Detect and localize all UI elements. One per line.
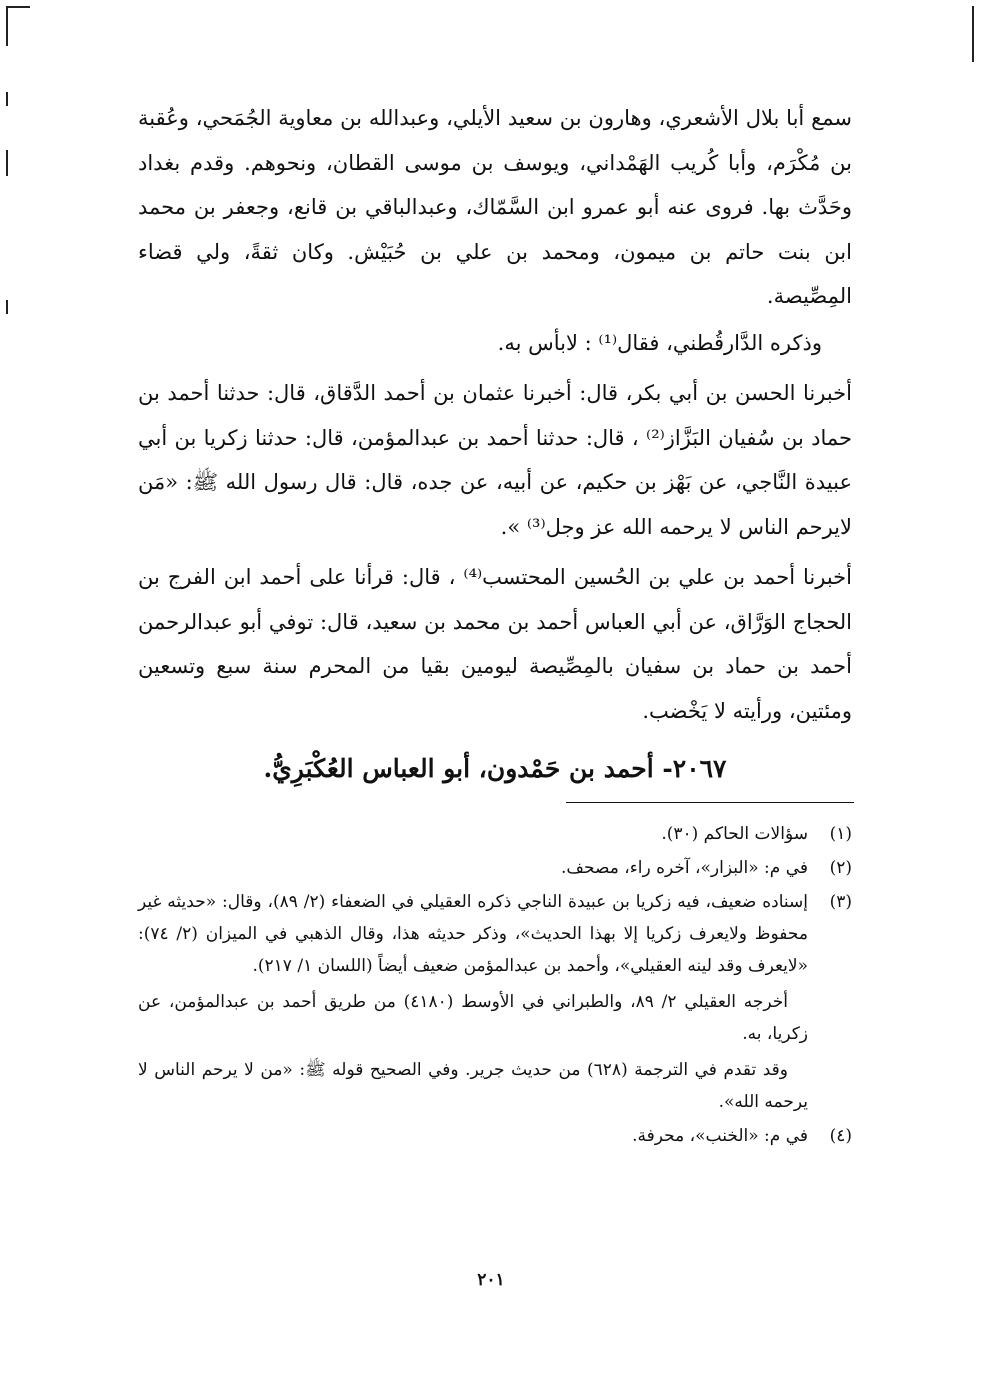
- hadith-paragraph: أخبرنا الحسن بن أبي بكر، قال: أخبرنا عثمان بن أحمد الدَّقاق، قال: حدثنا أحمد بن حماد بن سُفيان البَزَّاز⁽²⁾ ، قال: حدثنا أحمد بن عبدالمؤمن، قال: حدثنا زكريا بن أبي عبيدة النَّاجي، عن بَهْز بن حكيم، عن أبيه، عن جده، قال: قال رسول الله ﷺ: «مَن لايرحم الناس لا يرحمه الله عز وجل⁽³⁾ ».: [138, 381, 852, 539]
- scan-corner-mark: [6, 6, 8, 46]
- death-paragraph: أخبرنا أحمد بن علي بن الحُسين المحتسب⁽⁴⁾ ، قال: قرأنا على أحمد ابن الفرج بن الحجاج الوَرَّاق، عن أبي العباس أحمد بن محمد بن سعيد، قال: توفي أبو عبدالرحمن أحمد بن حماد بن سفيان بالمِصِّيصة ليومين بقيا من المحرم سنة سبع وتسعين ومئتين، ورأيته لا يَخْضب.: [138, 565, 852, 723]
- daraqutni-paragraph: وذكره الدَّارقُطني، فقال⁽¹⁾ : لابأس به.: [497, 330, 822, 355]
- entry-heading: ٢٠٦٧- أحمد بن حَمْدون، أبو العباس العُكْبَرِيُّ.: [263, 754, 727, 783]
- footnote-text: سؤالات الحاكم (٣٠).: [661, 824, 808, 844]
- biography-paragraph: سمع أبا بلال الأشعري، وهارون بن سعيد الأيلي، وعبدالله بن معاوية الجُمَحي، وعُقبة بن مُكْرَم، وأبا كُريب الهَمْداني، ويوسف بن موسى القطان، ونحوهم. وقدم بغداد وحَدَّث بها. فروى عنه أبو عمرو ابن السَّمّاك، وعبدالباقي بن قانع، وجعفر بن محمد ابن بنت حاتم بن ميمون، ومحمد بن علي بن حُبَيْش. وكان ثقةً، ولي قضاء المِصِّيصة.: [138, 106, 852, 308]
- scan-corner-mark: [6, 6, 30, 8]
- page-number: ٢٠١: [477, 1270, 505, 1290]
- footnote-text: في م: «الخنب»، محرفة.: [632, 1126, 808, 1146]
- footnote-number: (٤): [829, 1126, 852, 1146]
- page-body: [138, 96, 852, 797]
- footnote-continuation: أخرجه العقيلي ٢/ ٨٩، والطبراني في الأوسط (٤١٨٠) من طريق أحمد بن عبدالمؤمن، عن زكريا، به.: [138, 992, 808, 1044]
- footnote-number: (٢): [829, 858, 852, 878]
- footnote: [138, 886, 852, 982]
- footnote-number: (١): [829, 824, 852, 844]
- scan-edge-mark: [6, 150, 8, 176]
- scan-edge-mark: [972, 6, 974, 62]
- footnote: [138, 818, 852, 850]
- footnotes: [138, 818, 852, 1154]
- footnote-text: في م: «البزار»، آخره راء، مصحف.: [561, 858, 808, 878]
- footnote: [138, 852, 852, 884]
- footnote-divider: [566, 802, 854, 803]
- footnote-continuation: وقد تقدم في الترجمة (٦٢٨) من حديث جرير. وفي الصحيح قوله ﷺ: «من لا يرحم الناس لا يرحمه الله».: [138, 1060, 808, 1112]
- scan-edge-mark: [6, 92, 8, 106]
- scan-edge-mark: [6, 300, 8, 314]
- footnote-number: (٣): [829, 892, 852, 912]
- footnote-text: إسناده ضعيف، فيه زكريا بن عبيدة الناجي ذكره العقيلي في الضعفاء (٢/ ٨٩)، وقال: «حديثه غير محفوظ ولايعرف زكريا إلا بهذا الحديث»، وذكر حديثه هذا، وقال الذهبي في الميزان (٢/ ٧٤): «لايعرف وقد لينه العقيلي»، وأحمد بن عبدالمؤمن ضعيف أيضاً (اللسان ١/ ٢١٧).: [138, 892, 808, 976]
- footnote: [138, 1120, 852, 1152]
